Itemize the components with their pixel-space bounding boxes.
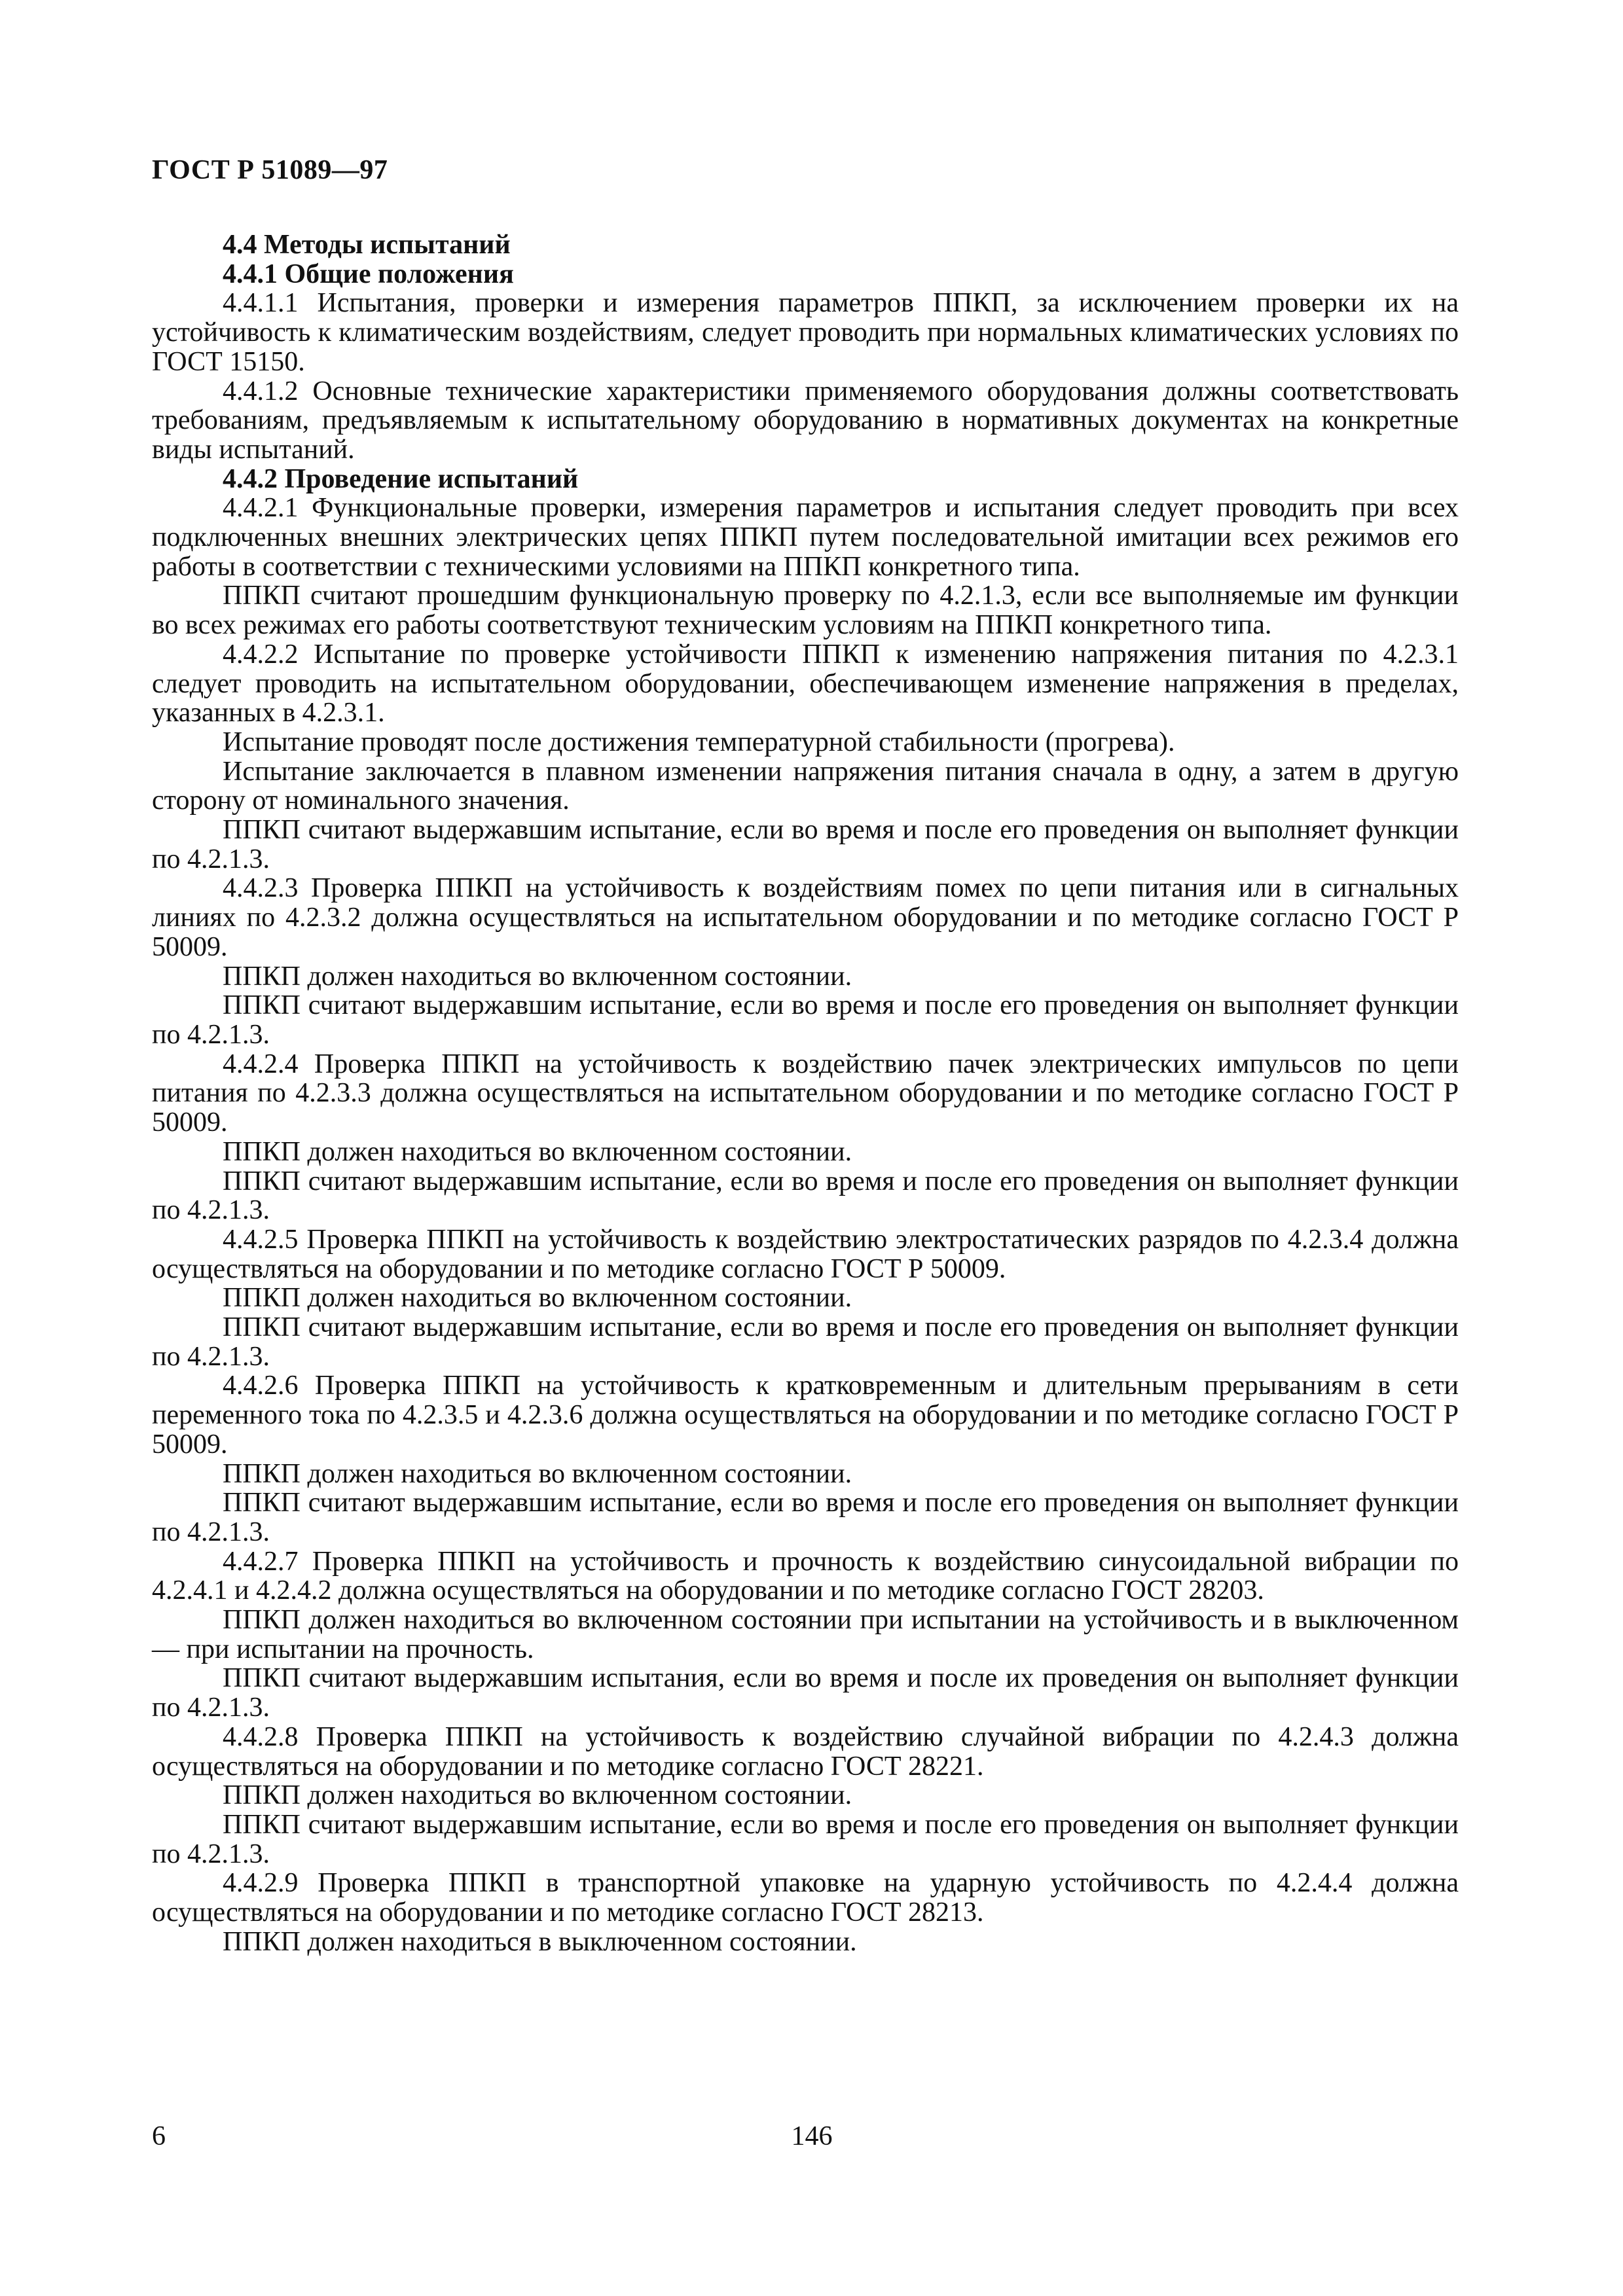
- paragraph: ППКП должен находиться во включенном состоянии.: [223, 1780, 852, 1811]
- paragraph: 4.4.1.2 Основные технические характеристики применяемого оборудования должны соответствовать требованиям, предъявляемым к испытательному оборудованию в нормативных документах на конкретные виды испытаний.: [152, 376, 1459, 465]
- subsection-heading: 4.4.2 Проведение испытаний: [223, 463, 579, 494]
- paragraph: ППКП считают выдержавшим испытание, если во время и после его проведения он выполняет функции по 4.2.1.3.: [152, 1166, 1459, 1226]
- paragraph: ППКП должен находиться во включенном состоянии.: [223, 961, 852, 992]
- paragraph: ППКП считают выдержавшим испытание, если во время и после его проведения он выполняет функции по 4.2.1.3.: [152, 1488, 1459, 1547]
- paragraph: 4.4.2.2 Испытание по проверке устойчивости ППКП к изменению напряжения питания по 4.2.3.1 следует проводить на испытательном оборудовании, обеспечивающем изменение напряжения в пределах, указанных в 4.2.3.1.: [152, 639, 1459, 728]
- paragraph: 4.4.2.5 Проверка ППКП на устойчивость к воздействию электростатических разрядов по 4.2.3.4 должна осуществляться на оборудовании и по методике согласно ГОСТ Р 50009.: [152, 1224, 1459, 1284]
- paragraph: ППКП считают выдержавшим испытание, если во время и после его проведения он выполняет функции по 4.2.1.3.: [152, 1809, 1459, 1869]
- paragraph: Испытание заключается в плавном изменении напряжения питания сначала в одну, а затем в другую сторону от номинального значения.: [152, 756, 1459, 816]
- paragraph: ППКП должен находиться во включенном состоянии.: [223, 1283, 852, 1314]
- document-body: [152, 230, 1459, 1956]
- standard-code-header: ГОСТ Р 51089—97: [152, 155, 388, 185]
- paragraph: Испытание проводят после достижения температурной стабильности (прогрева).: [223, 726, 1175, 757]
- paragraph: 4.4.2.8 Проверка ППКП на устойчивость к воздействию случайной вибрации по 4.2.4.3 должна осуществляться на оборудовании и по методике согласно ГОСТ 28221.: [152, 1721, 1459, 1782]
- paragraph: 4.4.2.3 Проверка ППКП на устойчивость к воздействиям помех по цепи питания или в сигнальных линиях по 4.2.3.2 должна осуществляться на испытательном оборудовании и по методике согласно ГОСТ Р 50009.: [152, 873, 1459, 962]
- page-number: 6: [152, 2121, 166, 2151]
- paragraph: ППКП считают выдержавшим испытание, если во время и после его проведения он выполняет функции по 4.2.1.3.: [152, 815, 1459, 874]
- paragraph: ППКП считают прошедшим функциональную проверку по 4.2.1.3, если все выполняемые им функции во всех режимах его работы соответствуют техническим условиям на ППКП конкретного типа.: [152, 581, 1459, 641]
- paragraph: ППКП считают выдержавшим испытание, если во время и после его проведения он выполняет функции по 4.2.1.3.: [152, 1312, 1459, 1372]
- paragraph: 4.4.2.1 Функциональные проверки, измерения параметров и испытания следует проводить при всех подключенных внешних электрических цепях ППКП путем последовательной имитации всех режимов его работы в соответствии с техническими условиями на ППКП конкретного типа.: [152, 493, 1459, 582]
- paragraph: ППКП должен находиться во включенном состоянии.: [223, 1458, 852, 1489]
- sheet-number: 146: [791, 2121, 833, 2151]
- paragraph: ППКП должен находиться во включенном состоянии.: [223, 1136, 852, 1167]
- paragraph: ППКП считают выдержавшим испытания, если во время и после их проведения он выполняет функции по 4.2.1.3.: [152, 1663, 1459, 1723]
- paragraph: 4.4.1.1 Испытания, проверки и измерения параметров ППКП, за исключением проверки их на устойчивость к климатическим воздействиям, следует проводить при нормальных климатических условиях по ГОСТ 15150.: [152, 288, 1459, 377]
- subsection-heading: 4.4.1 Общие положения: [223, 259, 514, 289]
- paragraph: 4.4.2.6 Проверка ППКП на устойчивость к кратковременным и длительным прерываниям в сети переменного тока по 4.2.3.5 и 4.2.3.6 должна осуществляться на оборудовании и по методике согласно ГОСТ Р 50009.: [152, 1371, 1459, 1460]
- paragraph: 4.4.2.9 Проверка ППКП в транспортной упаковке на ударную устойчивость по 4.2.4.4 должна осуществляться на оборудовании и по методике согласно ГОСТ 28213.: [152, 1868, 1459, 1928]
- paragraph: ППКП должен находиться во включенном состоянии при испытании на устойчивость и в выключенном — при испытании на прочность.: [152, 1605, 1459, 1664]
- paragraph: ППКП должен находиться в выключенном состоянии.: [223, 1926, 857, 1957]
- paragraph: ППКП считают выдержавшим испытание, если во время и после его проведения он выполняет функции по 4.2.1.3.: [152, 990, 1459, 1050]
- paragraph: 4.4.2.7 Проверка ППКП на устойчивость и прочность к воздействию синусоидальной вибрации по 4.2.4.1 и 4.2.4.2 должна осуществляться на оборудовании и по методике согласно ГОСТ 28203.: [152, 1546, 1459, 1606]
- section-heading: 4.4 Методы испытаний: [223, 230, 511, 260]
- paragraph: 4.4.2.4 Проверка ППКП на устойчивость к воздействию пачек электрических импульсов по цепи питания по 4.2.3.3 должна осуществляться на испытательном оборудовании и по методике согласно ГОСТ Р 50009.: [152, 1049, 1459, 1138]
